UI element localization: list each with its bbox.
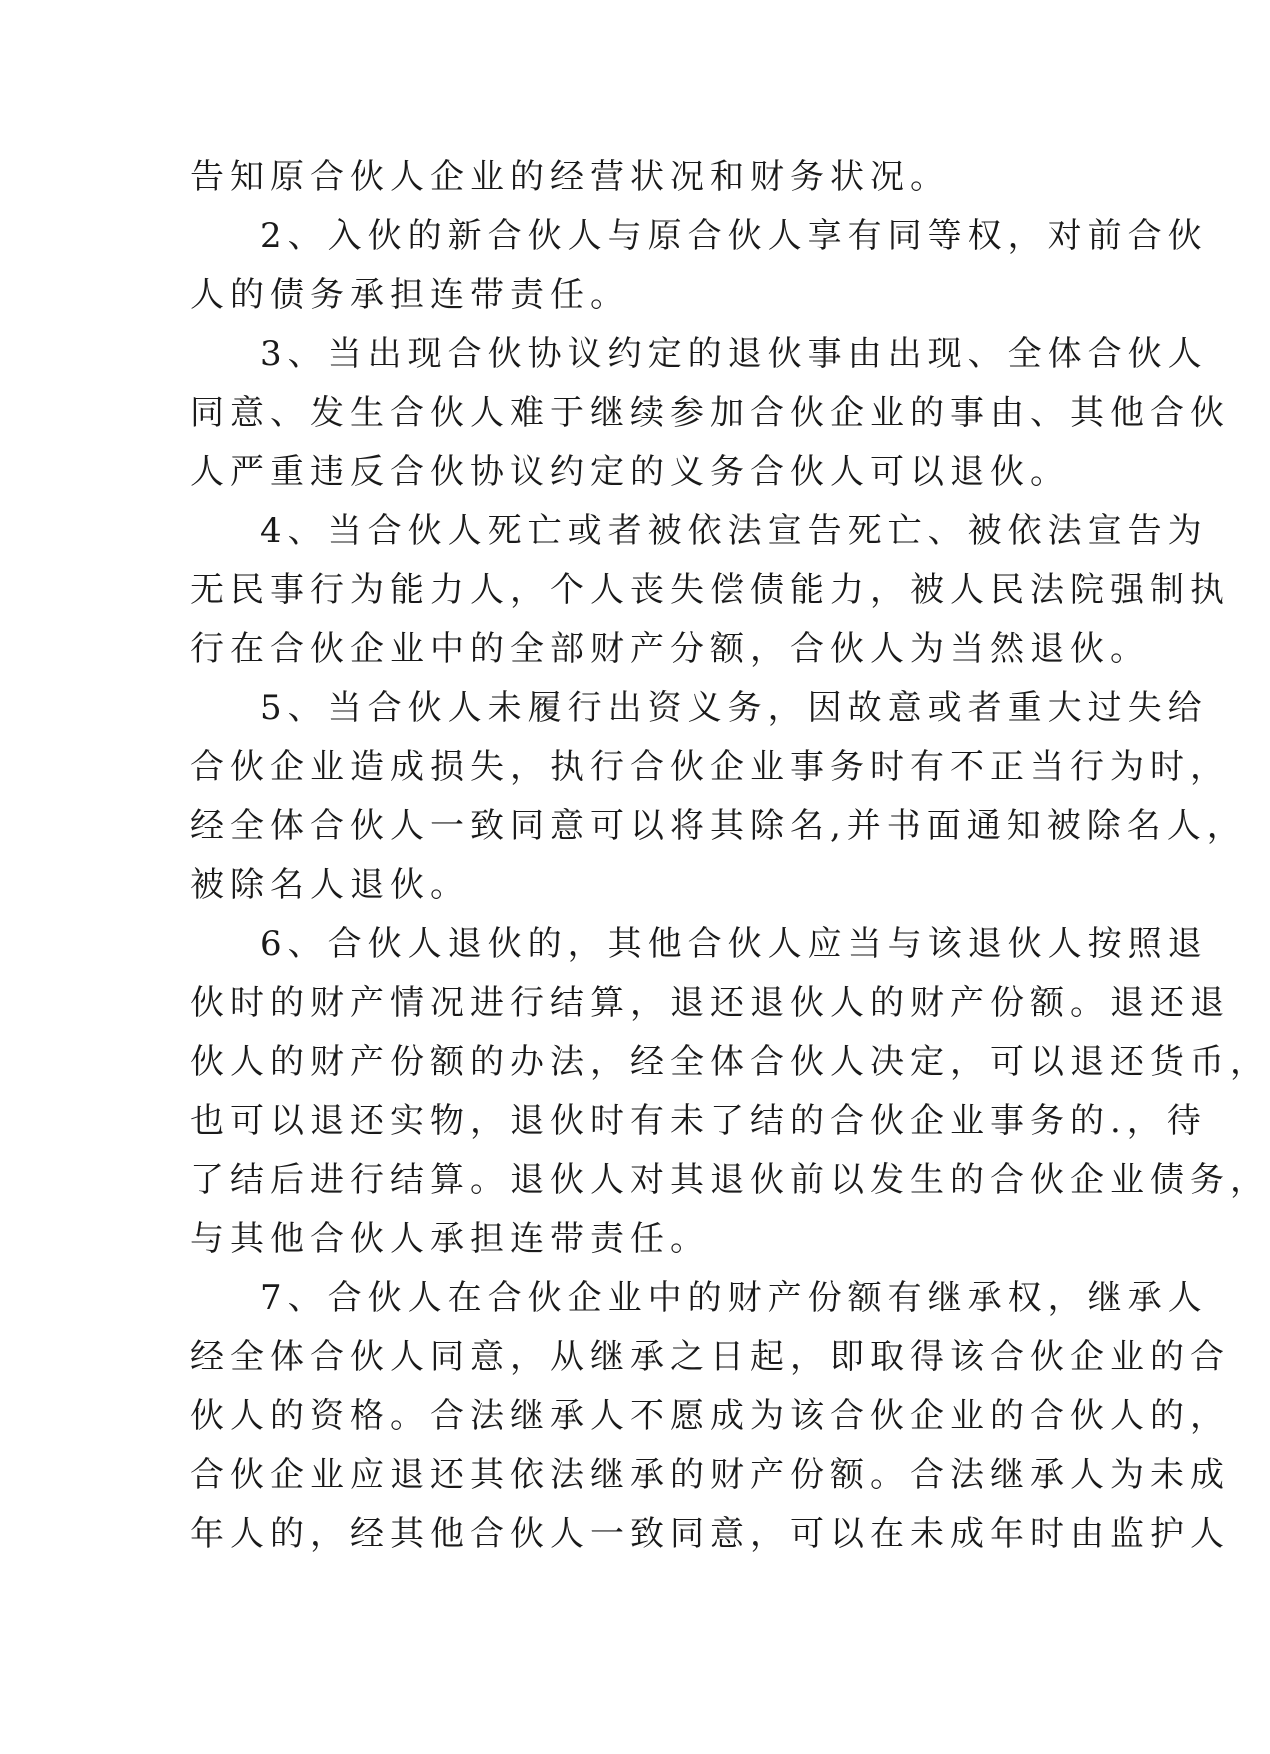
paragraph-4-start: 4、当合伙人死亡或者被依法宣告死亡、被依法宣告为 bbox=[260, 511, 1208, 551]
paragraph-5-start: 5、当合伙人未履行出资义务，因故意或者重大过失给 bbox=[260, 688, 1208, 728]
text-line: 经全体合伙人同意，从继承之日起，即取得该合伙企业的合 bbox=[190, 1337, 1230, 1377]
text-line: 伙人的资格。合法继承人不愿成为该合伙企业的合伙人的， bbox=[190, 1396, 1230, 1436]
text-line: 伙人的财产份额的办法，经全体合伙人决定，可以退还货币， bbox=[190, 1042, 1270, 1082]
paragraph-7-start: 7、合伙人在合伙企业中的财产份额有继承权，继承人 bbox=[260, 1278, 1208, 1318]
text-line: 了结后进行结算。退伙人对其退伙前以发生的合伙企业债务， bbox=[190, 1160, 1270, 1200]
text-line: 经全体合伙人一致同意可以将其除名,并书面通知被除名人， bbox=[190, 806, 1247, 846]
text-line: 也可以退还实物，退伙时有未了结的合伙企业事务的.，待 bbox=[190, 1101, 1207, 1141]
text-line: 合伙企业造成损失，执行合伙企业事务时有不正当行为时， bbox=[190, 747, 1230, 787]
text-line: 被除名人退伙。 bbox=[190, 865, 470, 905]
paragraph-6-start: 6、合伙人退伙的，其他合伙人应当与该退伙人按照退 bbox=[260, 924, 1208, 964]
text-line: 伙时的财产情况进行结算，退还退伙人的财产份额。退还退 bbox=[190, 983, 1230, 1023]
text-line: 合伙企业应退还其依法继承的财产份额。合法继承人为未成 bbox=[190, 1455, 1230, 1495]
text-line: 行在合伙企业中的全部财产分额，合伙人为当然退伙。 bbox=[190, 629, 1150, 669]
text-line: 无民事行为能力人，个人丧失偿债能力，被人民法院强制执 bbox=[190, 570, 1230, 610]
paragraph-2-start: 2、入伙的新合伙人与原合伙人享有同等权，对前合伙 bbox=[260, 216, 1208, 256]
text-line: 人的债务承担连带责任。 bbox=[190, 275, 630, 315]
text-line: 告知原合伙人企业的经营状况和财务状况。 bbox=[190, 157, 950, 197]
text-line: 同意、发生合伙人难于继续参加合伙企业的事由、其他合伙 bbox=[190, 393, 1230, 433]
paragraph-3-start: 3、当出现合伙协议约定的退伙事由出现、全体合伙人 bbox=[260, 334, 1208, 374]
text-line: 年人的，经其他合伙人一致同意，可以在未成年时由监护人 bbox=[190, 1514, 1230, 1554]
text-line: 人严重违反合伙协议约定的义务合伙人可以退伙。 bbox=[190, 452, 1070, 492]
document-body bbox=[190, 148, 1270, 1564]
text-line: 与其他合伙人承担连带责任。 bbox=[190, 1219, 710, 1259]
